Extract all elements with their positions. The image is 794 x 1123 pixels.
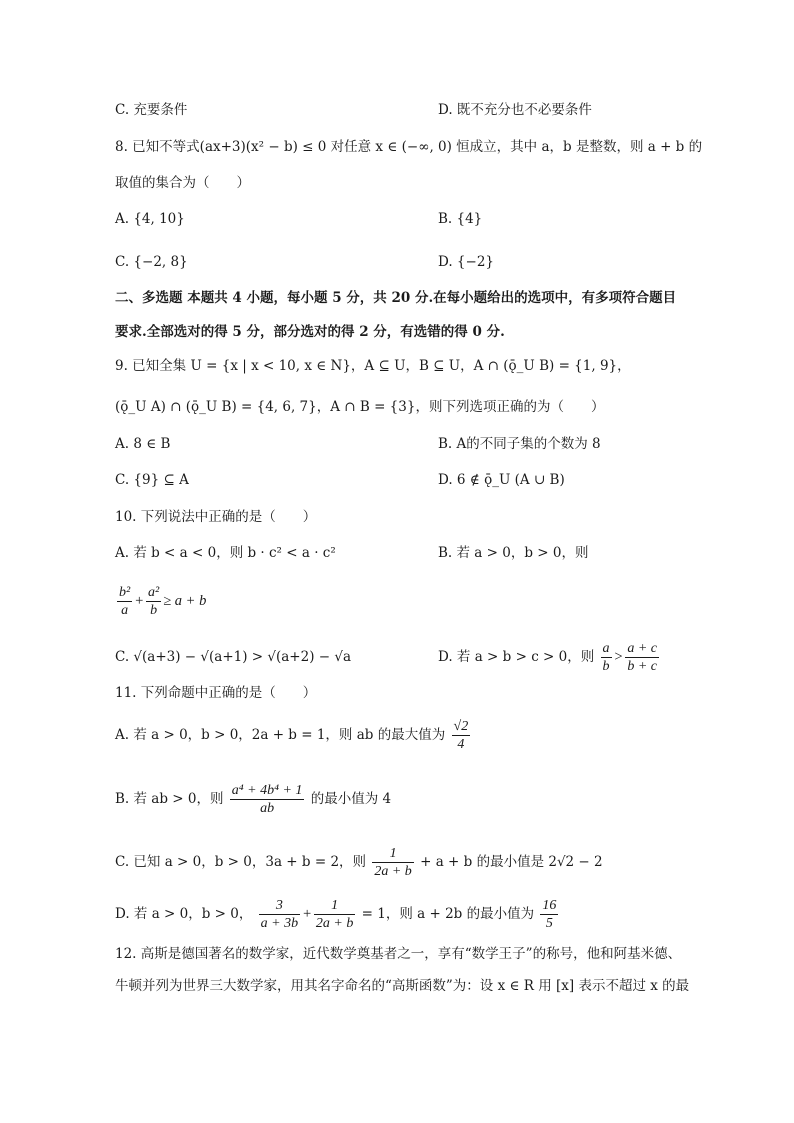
q10-option-d: D. 若 a > b > c > 0，则 $\frac{a}{b}$ > $\frac{a + c}{b + c}$	[438, 641, 658, 674]
q10-b-frac-1: $\frac{\text{b²}}{a}$	[119, 585, 131, 618]
q10-option-c: C. √(a+3) − √(a+1) > √(a+2) − √a	[115, 649, 352, 665]
section2-heading-line-2: 要求.全部选对的得 5 分，部分选对的得 2 分，有选错的得 0 分.	[115, 324, 505, 340]
q8-stem-line-1: 8. 已知不等式(ax+3)(x² − b) ≤ 0 对任意 x ∈ (−∞, 0) 恒成立，其中 a，b 是整数，则 a + b 的	[115, 139, 703, 155]
q11-option-b: B. 若 ab > 0，则 $\frac{\text{a⁴ + 4b⁴ + 1}}{ab}$ 的最小值为 4	[115, 783, 392, 816]
q10-d-frac-1: $\frac{a}{b}$	[602, 641, 610, 674]
q12-stem-line-2: 牛顿并列为世界三大数学家，用其名字命名的“高斯函数”为：设 x ∈ R 用 [x] 表示不超过 x 的最	[115, 978, 690, 994]
q11-d-frac-2: $\frac{1}{2a + b}$	[315, 898, 354, 931]
q11-c-frac: $\frac{1}{2a + b}$	[374, 846, 412, 879]
q10-option-a: A. 若 b < a < 0，则 b · c² < a · c²	[115, 545, 336, 561]
q11-d-frac-1: $\frac{3}{a + 3b}$	[260, 898, 299, 931]
q8-stem-line-2: 取值的集合为（ ）	[115, 175, 250, 191]
q11-a-frac: $\frac{√2}{4}$	[453, 719, 469, 752]
q9-option-c: C. {9} ⊆ A	[115, 472, 189, 488]
q11-d-frac-3: $\frac{16}{5}$	[542, 898, 557, 931]
q10-d-frac-2: $\frac{a + c}{b + c}$	[627, 641, 658, 674]
q10-option-b-formula: $\frac{\text{b²}}{a}$ + $\frac{\text{a²}}{b}$ ≥ a + b	[119, 585, 207, 618]
q7-option-c: C. 充要条件	[115, 102, 188, 118]
q9-stem-line-2: (ǭ_U A) ∩ (ǭ_U B) = {4, 6, 7}，A ∩ B = {3}，则下列选项正确的为（ ）	[115, 399, 605, 415]
q9-option-d: D. 6 ∉ ǭ_U (A ∪ B)	[438, 472, 565, 488]
q8-option-c: C. {−2, 8}	[115, 254, 188, 270]
q9-option-b: B. A的不同子集的个数为 8	[438, 436, 601, 452]
q11-option-c: C. 已知 a > 0，b > 0，3a + b = 2，则 $\frac{1}{2a + b}$ + a + b 的最小值是 2√2 − 2	[115, 846, 603, 879]
q10-b-frac-2: $\frac{\text{a²}}{b}$	[148, 585, 160, 618]
q12-stem-line-1: 12. 高斯是德国著名的数学家，近代数学奠基者之一，享有“数学王子”的称号，他和阿基米德、	[115, 946, 682, 962]
q10-stem: 10. 下列说法中正确的是（ ）	[115, 509, 317, 525]
q8-option-d: D. {−2}	[438, 254, 495, 270]
section2-heading-line-1: 二、多选题 本题共 4 小题，每小题 5 分，共 20 分.在每小题给出的选项中，有多项符合题目	[115, 290, 677, 306]
q10-option-b-intro: B. 若 a > 0，b > 0，则	[438, 545, 589, 561]
q11-option-a: A. 若 a > 0，b > 0，2a + b = 1，则 ab 的最大值为 $\frac{√2}{4}$	[115, 719, 469, 752]
q11-b-frac: $\frac{\text{a⁴ + 4b⁴ + 1}}{ab}$	[231, 783, 303, 816]
q7-option-d: D. 既不充分也不必要条件	[438, 102, 592, 118]
q11-stem: 11. 下列命题中正确的是（ ）	[115, 685, 317, 701]
q9-option-a: A. 8 ∈ B	[115, 436, 171, 452]
q8-option-a: A. {4, 10}	[115, 211, 185, 227]
q9-stem-line-1: 9. 已知全集 U = {x | x < 10, x ∈ N}，A ⊆ U，B ⊆ U，A ∩ (ǭ_U B) = {1, 9}，	[115, 358, 631, 374]
q8-option-b: B. {4}	[438, 211, 483, 227]
q11-option-d: D. 若 a > 0，b > 0， $\frac{3}{a + 3b}$ + $\frac{1}{2a + b}$ = 1，则 a + 2b 的最小值为 $\frac{16}{5}$	[115, 898, 557, 931]
